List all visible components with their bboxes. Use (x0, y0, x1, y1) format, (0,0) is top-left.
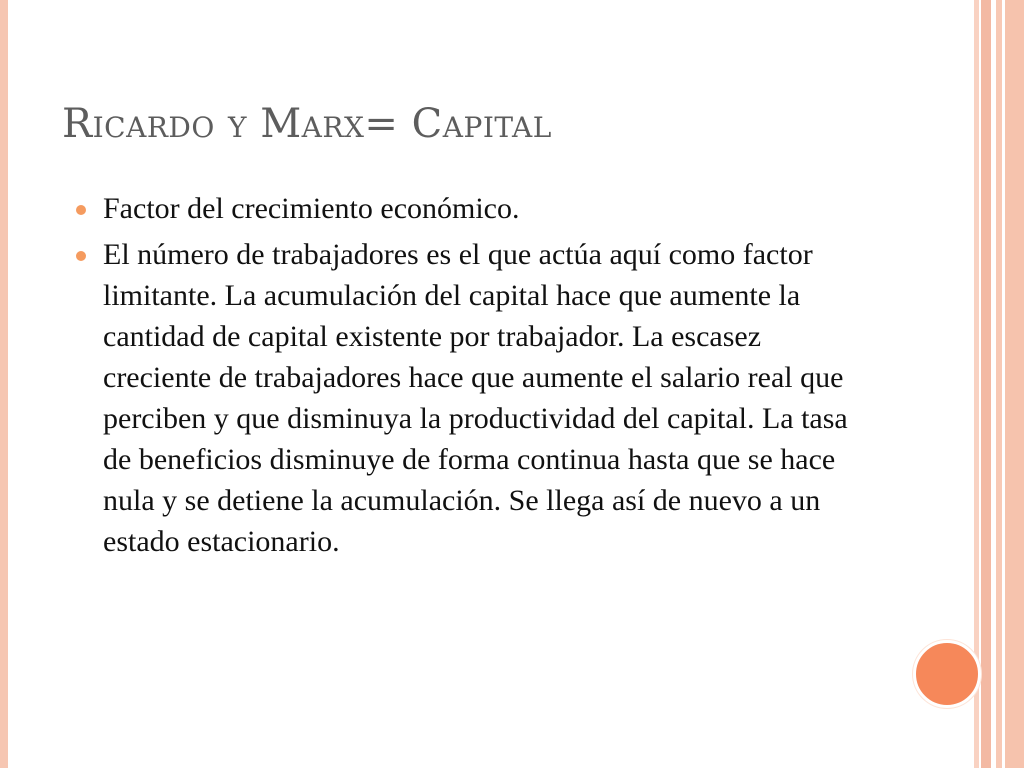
bullet-item (70, 188, 870, 229)
slide-title: Ricardo y Marx= Capital (62, 101, 552, 147)
circle-decoration-icon (913, 640, 981, 708)
left-border-decoration (0, 0, 8, 768)
right-stripes-decoration (974, 0, 1024, 768)
bullet-text: Factor del crecimiento económico. (103, 192, 520, 225)
bullet-list (70, 188, 870, 567)
bullet-icon (76, 251, 86, 261)
bullet-text: El número de trabajadores es el que actúa aquí como factor limitante. La acumulación del capital hace que aumente la cantidad de capital existente por trabajador. La escasez creciente de trabajadores hace que aumente el salario real que perciben y que disminuya la productividad del capital. La tasa de beneficios disminuye de forma continua hasta que se hace nula y se detiene la acumulación. Se llega así de nuevo a un estado estacionario. (103, 238, 848, 558)
bullet-item (70, 234, 870, 562)
bullet-icon (76, 205, 86, 215)
